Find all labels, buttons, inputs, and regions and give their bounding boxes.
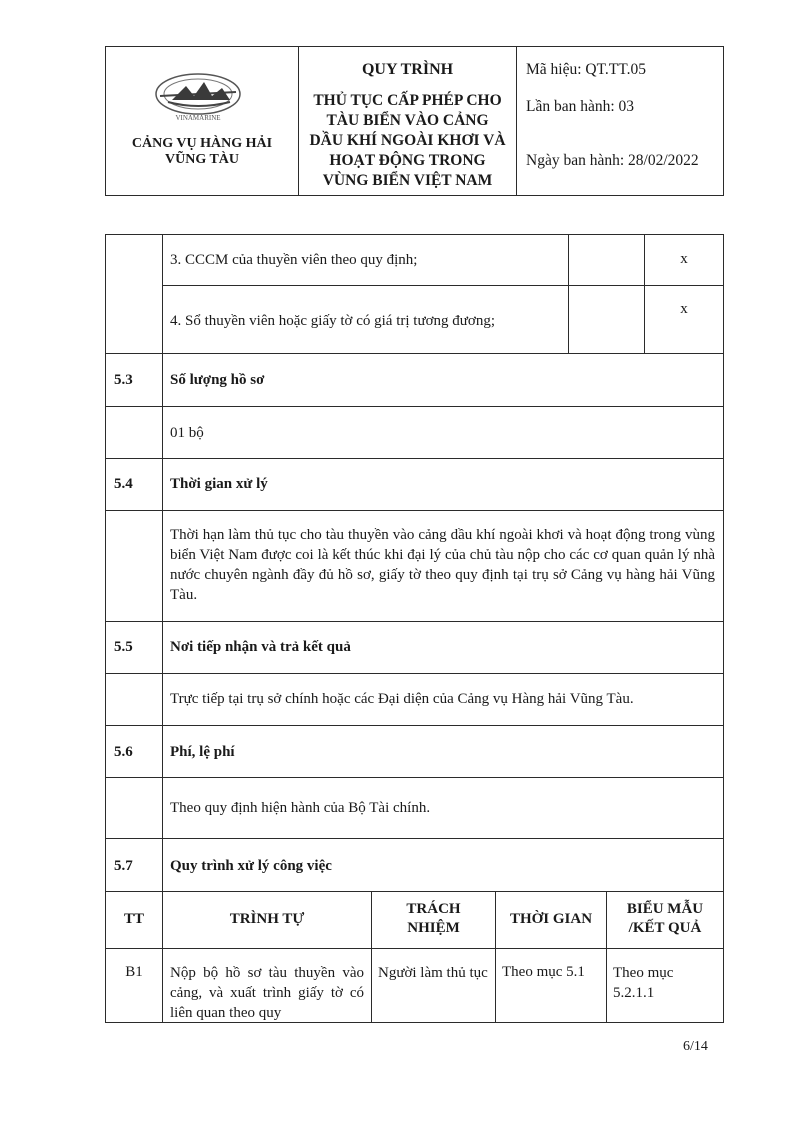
- section-number: 5.7: [114, 858, 133, 874]
- col-header-line: NHIỆM: [407, 920, 460, 936]
- row-trinh-tu: Nộp bộ hồ sơ tàu thuyền vào cảng, và xuất trình giấy tờ có liên quan theo quy: [170, 965, 364, 1021]
- doc-row-text: 3. CCCM của thuyền viên theo quy định;: [170, 252, 418, 268]
- subtitle-line: THỦ TỤC CẤP PHÉP CHO: [313, 92, 502, 109]
- section-content: 01 bộ: [170, 425, 204, 441]
- doc-code: Mã hiệu: QT.TT.05: [526, 61, 646, 78]
- col-header-bieu-mau: [607, 900, 723, 938]
- col-header-tt: TT: [123, 911, 144, 927]
- section-content: Trực tiếp tại trụ sở chính hoặc các Đại diện của Cảng vụ Hàng hải Vũng Tàu.: [170, 691, 634, 707]
- section-content: Thời hạn làm thủ tục cho tàu thuyền vào cảng dầu khí ngoài khơi và hoạt động trong vùng biển Việt Nam được coi là kết thúc khi đại lý của chủ tàu nộp cho các cơ quan quản lý nhà nước chuyên ngành đầy đủ hồ sơ, giấy tờ theo quy định tại trụ sở Cảng vụ hàng hải Vũng Tàu.: [170, 527, 715, 603]
- doc-issue-date: Ngày ban hành: 28/02/2022: [526, 152, 699, 169]
- org-line-2: VŨNG TÀU: [164, 152, 240, 167]
- doc-row-mark: x: [680, 301, 688, 317]
- col-header-line: TRÁCH: [406, 901, 461, 917]
- section-content: Theo quy định hiện hành của Bộ Tài chính.: [170, 800, 431, 816]
- section-number: 5.5: [114, 639, 133, 655]
- org-name: [106, 136, 298, 168]
- doc-row-text: 4. Sổ thuyền viên hoặc giấy tờ có giá trị tương đương;: [170, 313, 496, 329]
- subtitle-line: DẦU KHÍ NGOÀI KHƠI VÀ: [309, 132, 506, 149]
- subtitle-line: HOẠT ĐỘNG TRONG: [329, 152, 486, 169]
- col-header-trach-nhiem: [372, 900, 495, 938]
- page-number: 6/14: [683, 1039, 708, 1054]
- col-header-trinh-tu: TRÌNH TỰ: [229, 911, 305, 927]
- row-bieu-mau: Theo mục 5.2.1.1: [613, 965, 674, 1001]
- row-tt: B1: [125, 964, 143, 980]
- logo-caption: VINAMARINE: [175, 114, 221, 122]
- row-trach-nhiem: Người làm thủ tục: [378, 965, 488, 981]
- row-thoi-gian: Theo mục 5.1: [502, 964, 585, 980]
- section-number: 5.3: [114, 372, 133, 388]
- col-header-line: BIỂU MẪU: [626, 901, 704, 917]
- doc-subtitle: [299, 91, 516, 191]
- section-number: 5.6: [114, 744, 133, 760]
- section-number: 5.4: [114, 476, 133, 492]
- section-title: Quy trình xử lý công việc: [170, 858, 332, 874]
- subtitle-line: VÙNG BIỂN VIỆT NAM: [322, 172, 493, 189]
- subtitle-line: TÀU BIỂN VÀO CẢNG: [326, 112, 489, 129]
- section-title: Thời gian xử lý: [170, 476, 268, 492]
- vinamarine-logo: [150, 70, 246, 122]
- doc-title: QUY TRÌNH: [361, 61, 454, 78]
- col-header-line: /KẾT QUẢ: [628, 920, 702, 936]
- col-header-thoi-gian: THỜI GIAN: [509, 911, 593, 927]
- doc-row-mark: x: [680, 251, 688, 267]
- org-line-1: CẢNG VỤ HÀNG HẢI: [131, 136, 273, 151]
- section-title: Phí, lệ phí: [170, 744, 235, 760]
- doc-edition: Lần ban hành: 03: [526, 98, 635, 115]
- section-title: Số lượng hồ sơ: [170, 372, 265, 388]
- section-title: Nơi tiếp nhận và trả kết quả: [170, 639, 351, 655]
